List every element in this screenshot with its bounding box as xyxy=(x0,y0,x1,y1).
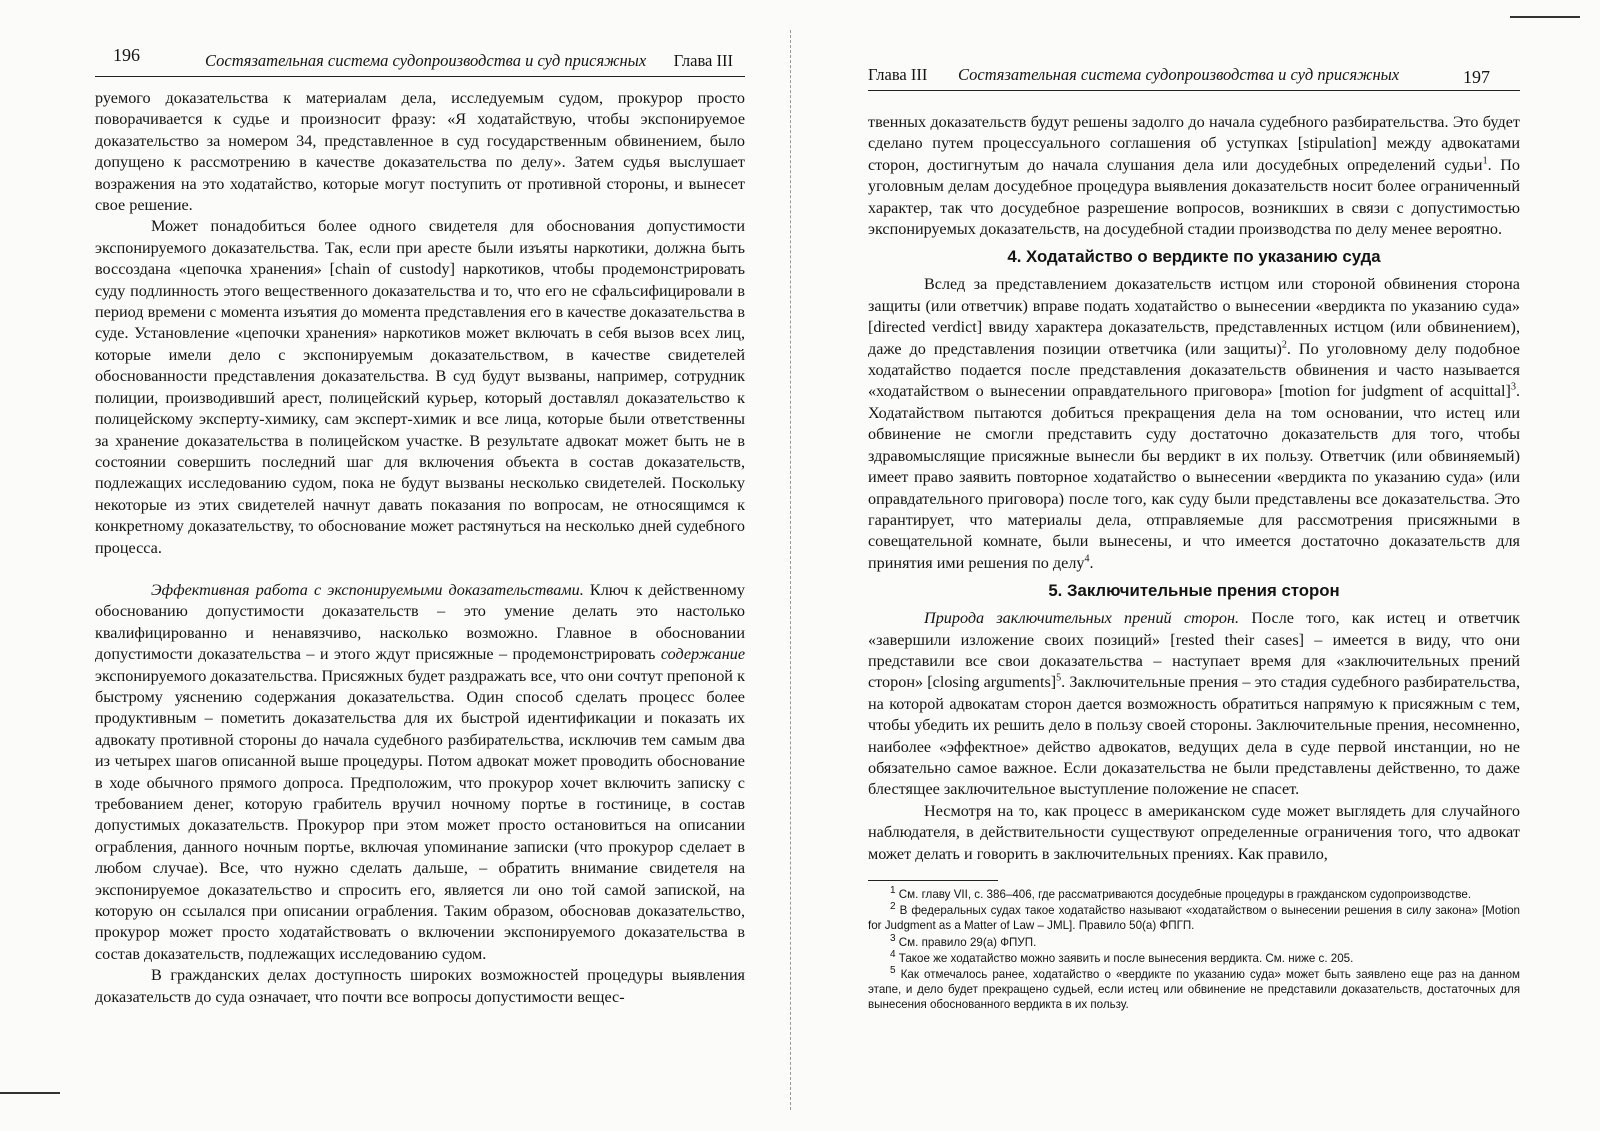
running-header xyxy=(95,44,745,77)
paragraph: В гражданских делах доступность широких возможностей процедуры выявления доказательств до суда означает, что почти все вопросы допустимости вещес- xyxy=(95,966,745,1006)
paragraph: Эффективная работа с экспонируемыми доказательствами. Ключ к действенному обоснованию допустимости доказательств – это умение делать это настолько квалифицированно и ненавязчиво, насколько возможно. Главное в обосновании допустимости доказательства – и этого ждут присяжные – продемонстрировать содержание экспонируемого доказательства. Присяжных будет раздражать все, что они сочтут препоной к быстрому уяснению содержания доказательства. Один способ сделать процесс более продуктивным – пометить доказательства для их быстрой идентификации и показать их адвокату противной стороны до начала судебного разбирательства, исключив тем самым два из четырех шагов описанной выше процедуры. Потом адвокат может проводить обоснование в ходе обычного прямого допроса. Предположим, что прокурор хочет включить записку с требованием денег, которую грабитель вручил ночному портье в гостинице, в состав допустимых доказательств. Прокурор при этом может просто остановиться на описании ограбления, данного ночным портье, включая упоминание записки (что прокурор сделает в любом случае). Все, что нужно сделать дальше, – обратить внимание свидетеля на экспонируемое доказательство и спросить его, является ли оно той самой запиской, на которую он ссылался при описании ограбления. Таким образом, обосновав доказательство, прокурор может просто ходатайствовать о включении экспонируемого доказательства в состав доказательств, подлежащих исследованию судом. xyxy=(95,580,745,963)
footnote: $^4$ Такое же ходатайство можно заявить и после вынесения вердикта. См. ниже с. 205. xyxy=(890,948,1354,965)
footnote: $^3$ См. правило 29(а) ФПУП. xyxy=(890,932,1037,949)
running-header xyxy=(868,58,1520,91)
book-gutter xyxy=(790,30,791,1110)
scan-mark xyxy=(1510,16,1580,18)
paragraph: твенных доказательств будут решены задолго до начала судебного разбирательства. Это будет сделано путем процессуального соглашения об уступках [stipulation] между адвокатами сторон, достигнутым до начала слушания дела или досудебных определений судьи$^1$. По уголовным делам досудебное процедура выявления доказательств носит более ограниченный характер, так что досудебное разрешение вопросов, возникших в связи с допустимостью экспонируемых доказательств, на досудебной стадии производства по делу менее вероятно. xyxy=(868,113,1520,239)
footnotes xyxy=(868,880,1520,1014)
paragraph: Может понадобиться более одного свидетеля для обоснования допустимости экспонируемого доказательства. Так, если при аресте были изъяты наркотики, должна быть воссоздана «цепочка хранения» [chain of custody] наркотиков, чтобы продемонстрировать суду подлинность этого вещественного доказательства и то, что его не сфальсифицировали в период времени с момента изъятия до момента представления его в качестве доказательства в суде. Установление «цепочки хранения» наркотиков может включать в себя вызов всех лиц, которые имели дело с экспонируемым доказательством, в качестве свидетелей обоснованности представления доказательства. В суд будут вызваны, например, сотрудник полиции, производивший арест, полицейский курьер, который доставлял доказательство к полицейскому эксперту-химику, сам эксперт-химик и все лица, которые были ответственны за хранение доказательства в полицейском участке. В результате адвокат может быть не в состоянии совершить последний шаг для включения объекта в состав доказательств, подлежащих исследованию судом, пока не будут вызваны несколько свидетелей. Поскольку некоторые из этих свидетелей начнут давать показания по вопросам, не относящимся к конкретному доказательству, то обоснование может растянуться на несколько дней судебного процесса. xyxy=(95,217,745,557)
italic-word: содержание xyxy=(660,645,745,664)
section-heading: 4. Ходатайство о вердикте по указанию суда xyxy=(1007,247,1381,267)
footnote: $^1$ См. главу VII, с. 386–406, где рассматриваются досудебные процедуры в гражданском судопроизводстве. xyxy=(890,885,1472,901)
chapter-label: Глава III xyxy=(868,65,928,84)
italic-lead: Эффективная работа с экспонируемыми доказательствами. xyxy=(151,580,584,599)
footnote-ref: 2 xyxy=(1281,339,1287,351)
section-heading: 5. Заключительные прения сторон xyxy=(1048,581,1340,601)
running-title: Состязательная система судопроизводства и суд присяжных xyxy=(958,65,1400,84)
paragraph: Несмотря на то, как процесс в американском суде может выглядеть для случайного наблюдателя, в действительности существуют определенные ограничения того, что адвокат может делать и говорить в заключительных прениях. Как правило, xyxy=(868,801,1520,863)
paragraph: Вслед за представлением доказательств истцом или стороной обвинения сторона защиты (или ответчик) вправе подать ходатайство о вынесении «вердикта по указанию суда» [directed verdict] ввиду характера доказательств, представленных истцом (или обвинением), даже до представления позиции ответчика (или защиты)$^2$. По уголовному делу подобное ходатайство подается после представления доказательств обвинения и часто называется «ходатайством о вынесении оправдательного приговора» [motion for judgment of acquittal]$^3$. Ходатайством пытаются добиться прекращения дела на том основании, что истец или обвинение не смогли представить суду достаточно доказательств для того, чтобы здравомыслящие присяжные вынесли бы вердикт в их пользу. Ответчик (или обвиняемый) имеет право заявить повторное ходатайство о вынесении «вердикта по указанию суда» (или оправдательного приговора) после того, как суду были представлены все доказательства. Это гарантирует, что материалы дела, отправляемые для рассмотрения присяжными в совещательной комнате, были вынесены, и что имеется достаточно доказательств для принятия ими решения по делу$^4$. xyxy=(868,275,1520,572)
footnote-ref: 5 xyxy=(1056,672,1062,684)
running-title: Состязательная система судопроизводства и суд присяжных xyxy=(205,51,647,70)
page-number: 196 xyxy=(113,45,140,65)
footnote-rule xyxy=(868,880,998,881)
footnote-ref: 1 xyxy=(1482,155,1488,167)
italic-lead: Природа заключительных прений сторон. xyxy=(924,609,1240,628)
paragraph: Природа заключительных прений сторон. После того, как истец и ответчик «завершили изложение своих позиций» [rested their cases] – имеется в виду, что они представили все свои доказательства – наступает время для «заключительных прений сторон» [closing arguments]$^5$. Заключительные прения – это стадия судебного разбирательства, на которой адвокатам сторон дается возможность обратиться напрямую к присяжным с тем, чтобы убедить их решить дело в пользу своей стороны. Заключительные прения, несомненно, наиболее «эффектное» действо адвокатов, ведущих дела в суде первой инстанции, но не обязательно самое важное. Если доказательства не были представлены действенно, то даже блестящее заключительное выступление положение не спасет. xyxy=(868,609,1521,799)
scan-mark xyxy=(0,1092,60,1094)
footnote: $^5$ Как отмечалось ранее, ходатайство о «вердикте по указанию суда» может быть заявлено еще раз на данном этапе, и дело будет прекращено судьей, если истец или обвинение не представили доказательств, достаточных для вынесения обоснованного вердикта в их пользу. xyxy=(868,965,1520,1012)
footnote-ref: 3 xyxy=(1510,382,1516,394)
page-number: 197 xyxy=(1463,67,1490,87)
footnote-ref: 4 xyxy=(1084,553,1090,565)
footnote: $^2$ В федеральных судах такое ходатайство называют «ходатайством о вынесении решения в силу закона» [Motion for Judgment as a Matter of Law – JML]. Правило 50(а) ФПГП. xyxy=(868,901,1520,933)
chapter-label: Глава III xyxy=(673,51,733,70)
page-body xyxy=(95,88,745,1008)
page-body xyxy=(868,112,1520,865)
paragraph: руемого доказательства к материалам дела, исследуемым судом, прокурор просто поворачивается к судье и произносит фразу: «Я ходатайствую, чтобы экспонируемое доказательство за номером 34, представленное в суд государственным обвинением, было допущено к рассмотрению в качестве доказательства по делу». Затем судья выслушает возражения на это ходатайство, которые могут поступить от противной стороны, и вынесет свое решение. xyxy=(95,89,745,215)
